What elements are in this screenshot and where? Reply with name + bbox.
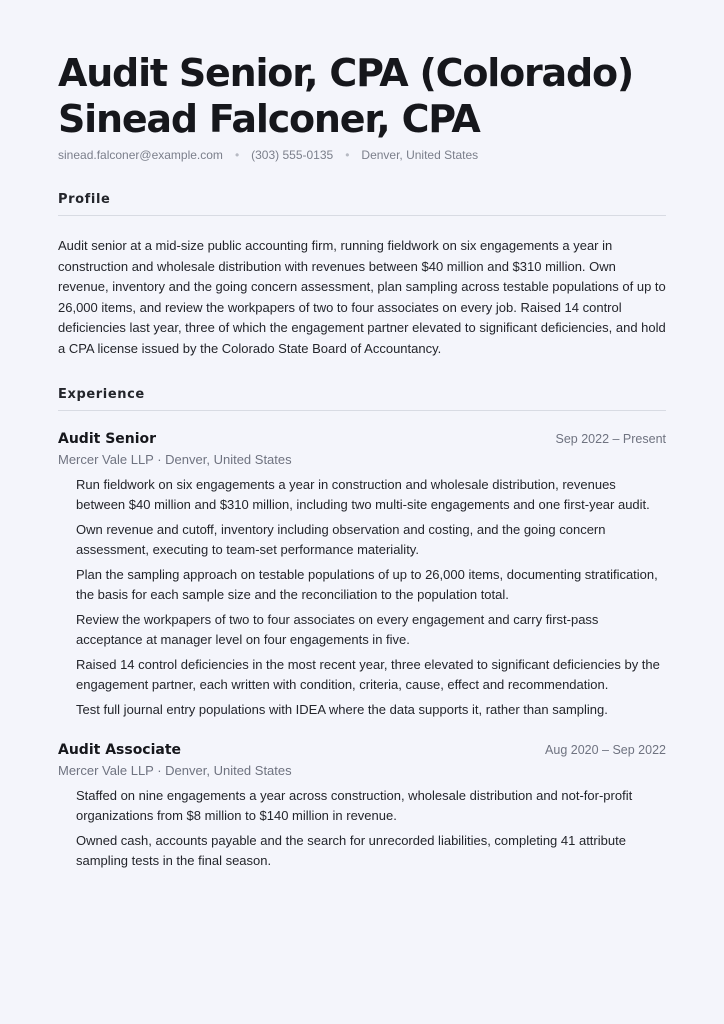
experience-section (58, 387, 666, 871)
job-title: Audit Senior (58, 431, 157, 447)
contact-location: Denver, United States (361, 148, 479, 162)
job-bullet: Own revenue and cutoff, inventory including observation and costing, and the going concern assessment, executing to team-set performance materiality. (76, 522, 606, 557)
job-bullet: Run fieldwork on six engagements a year in construction and wholesale distribution, revenues between $40 million and $310 million, including two multi-site engagements and one first-year audit. (76, 477, 650, 512)
title-line-1: Audit Senior, CPA (Colorado) (58, 51, 634, 95)
profile-heading: Profile (58, 192, 666, 216)
contact-separator: • (345, 148, 350, 162)
job-bullet: Test full journal entry populations with IDEA where the data supports it, rather than sampling. (76, 702, 608, 717)
job-entry (58, 431, 666, 720)
profile-section (58, 192, 666, 359)
job-organization: Mercer Vale LLP · Denver, United States (58, 452, 292, 467)
experience-heading: Experience (58, 387, 666, 411)
job-bullet: Raised 14 control deficiencies in the most recent year, three elevated to significant deficiencies by the engagement partner, each written with condition, criteria, cause, effect and recommendation. (76, 657, 660, 692)
job-dates: Sep 2022 – Present (555, 432, 666, 446)
profile-text: Audit senior at a mid-size public accounting firm, running fieldwork on six engagements a year in construction and wholesale distribution with revenues between $40 million and $310 million. Own revenue, inventory and the going concern assessment, plan sampling across testable populations of up to 26,000 items, and review the workpapers of two to four associates on every job. Raised 14 control deficiencies last year, three of which the engagement partner elevated to significant deficiencies, and hold a CPA license issued by the Colorado State Board of Accountancy. (58, 238, 666, 356)
contact-line (58, 148, 666, 162)
contact-separator: • (234, 148, 240, 162)
title-line-2: Sinead Falconer, CPA (58, 97, 480, 141)
job-entry (58, 742, 666, 871)
resume-name-heading (58, 50, 666, 142)
contact-phone: (303) 555-0135 (251, 148, 334, 162)
job-bullets (58, 786, 666, 871)
job-dates: Aug 2020 – Sep 2022 (545, 743, 666, 757)
job-bullet: Plan the sampling approach on testable populations of up to 26,000 items, documenting stratification, the basis for each sample size and the reconciliation to the population total. (76, 567, 658, 602)
job-bullet: Owned cash, accounts payable and the search for unrecorded liabilities, completing 41 attribute sampling tests in the final season. (76, 833, 626, 868)
job-bullet: Review the workpapers of two to four associates on every engagement and carry first-pass acceptance at manager level on four engagements in five. (76, 612, 599, 647)
job-organization: Mercer Vale LLP · Denver, United States (58, 763, 292, 778)
job-title: Audit Associate (58, 742, 182, 758)
job-bullets (58, 475, 666, 720)
contact-email: sinead.falconer@example.com (58, 148, 223, 162)
job-bullet: Staffed on nine engagements a year across construction, wholesale distribution and not-for-profit organizations from $8 million to $140 million in revenue. (76, 788, 633, 823)
